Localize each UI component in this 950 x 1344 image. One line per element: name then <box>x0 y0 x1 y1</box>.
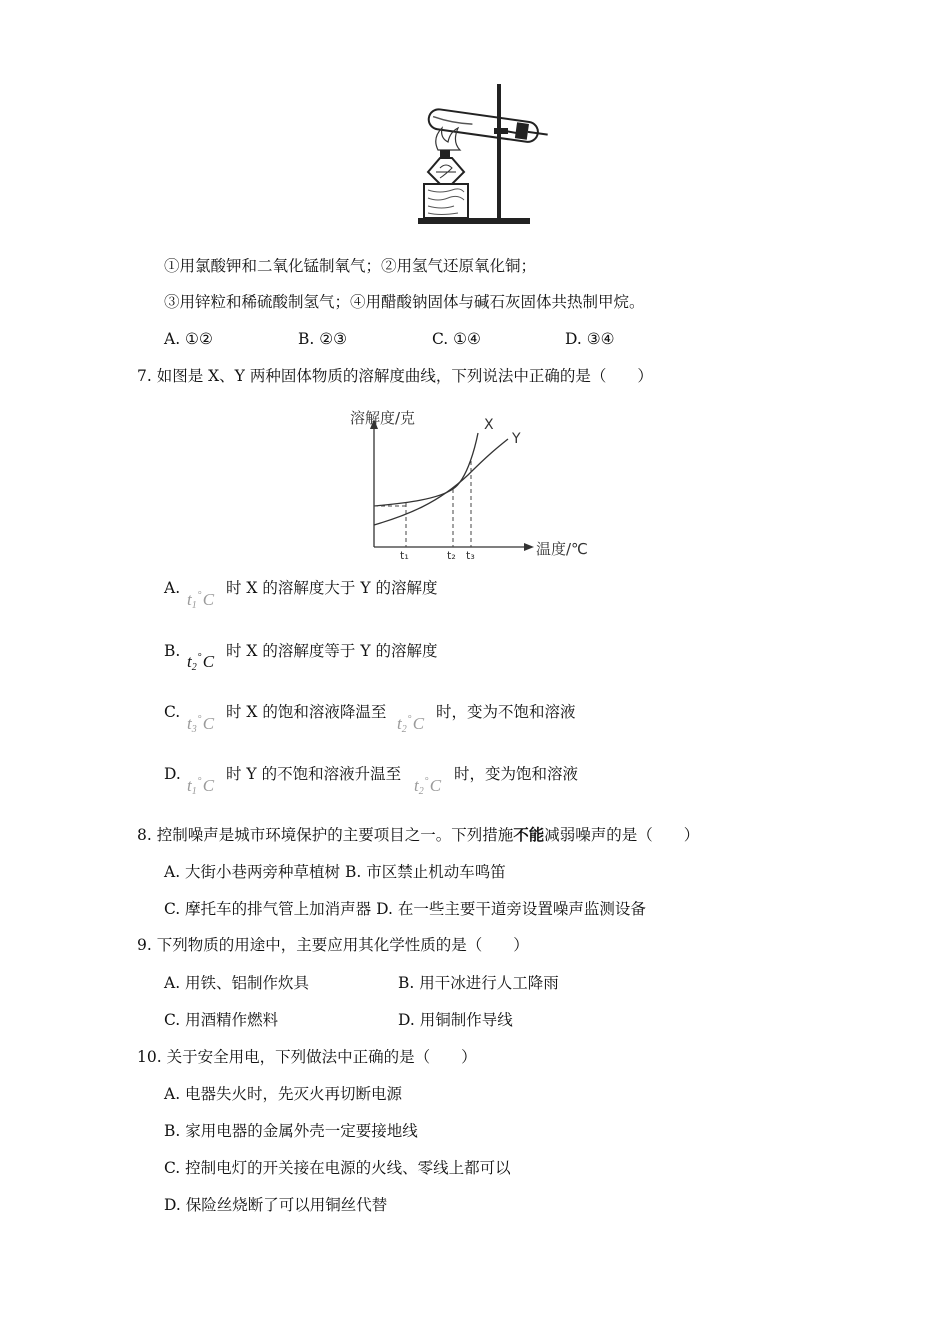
q7-option-c-text-2: 时，变为不饱和溶液 <box>436 703 576 721</box>
apparatus-figure <box>418 80 554 228</box>
q7-option-d-temp-2: $t_2^\circ C$ <box>414 776 442 797</box>
q7-stem: 7. 如图是 X、Y 两种固体物质的溶解度曲线，下列说法中正确的是（ ） <box>137 367 653 385</box>
q8-options-line-1: A. 大街小巷两旁种草植树 B. 市区禁止机动车鸣笛 <box>164 863 506 881</box>
q6-option-c: C. ①④ <box>432 330 481 348</box>
q7-option-c-temp-1: $t_3^\circ C$ <box>187 714 215 735</box>
q7-option-d-temp-1: $t_1^\circ C$ <box>187 776 215 797</box>
q7-option-a-label: A. <box>164 579 181 597</box>
q7-option-b-temp: $t_2^\circ C$ <box>187 652 215 673</box>
q7-option-c-temp-2: $t_2^\circ C$ <box>397 714 425 735</box>
q6-condition-line-1: ①用氯酸钾和二氧化锰制氧气；②用氢气还原氧化铜； <box>164 257 537 275</box>
q10-option-c: C. 控制电灯的开关接在电源的火线、零线上都可以 <box>164 1159 511 1177</box>
q7-option-d-text-1: 时 Y 的不饱和溶液升温至 <box>226 765 402 783</box>
tick-t2: t₂ <box>447 549 456 562</box>
q10-option-a: A. 电器失火时，先灭火再切断电源 <box>164 1085 403 1103</box>
graph-ylabel: 溶解度/克 <box>350 409 416 427</box>
q9-stem: 9. 下列物质的用途中，主要应用其化学性质的是（ ） <box>137 936 529 954</box>
q6-option-d: D. ③④ <box>565 330 615 348</box>
q7-option-b-label: B. <box>164 642 181 660</box>
q9-option-b: B. 用干冰进行人工降雨 <box>398 974 559 992</box>
tick-t1: t₁ <box>400 549 409 562</box>
tick-t3: t₃ <box>466 549 475 562</box>
q6-option-a: A. ①② <box>164 330 213 348</box>
q9-option-a: A. 用铁、铝制作炊具 <box>164 974 310 992</box>
q7-option-d-text-2: 时，变为饱和溶液 <box>454 765 579 783</box>
q7-option-a-temp: $t_1^\circ C$ <box>187 590 215 611</box>
q8-options-line-2: C. 摩托车的排气管上加消声器 D. 在一些主要干道旁设置噪声监测设备 <box>164 900 646 918</box>
q9-option-c: C. 用酒精作燃料 <box>164 1011 279 1029</box>
solubility-graph <box>348 403 610 563</box>
q7-option-b-text: 时 X 的溶解度等于 Y 的溶解度 <box>226 642 438 660</box>
curve-x-label: X <box>484 417 494 433</box>
q10-stem: 10. 关于安全用电，下列做法中正确的是（ ） <box>137 1048 477 1066</box>
q10-option-b: B. 家用电器的金属外壳一定要接地线 <box>164 1122 418 1140</box>
q8-stem-emphasis: 不能 <box>513 826 545 844</box>
curve-y-label: Y <box>512 431 521 447</box>
q7-option-a-text: 时 X 的溶解度大于 Y 的溶解度 <box>226 579 438 597</box>
q7-option-c-label: C. <box>164 703 181 721</box>
q8-stem: 8. 控制噪声是城市环境保护的主要项目之一。下列措施不能减弱噪声的是（ ） <box>137 826 700 844</box>
q7-option-c-text-1: 时 X 的饱和溶液降温至 <box>226 703 387 721</box>
q9-option-d: D. 用铜制作导线 <box>398 1011 513 1029</box>
q6-condition-line-2: ③用锌粒和稀硫酸制氢气；④用醋酸钠固体与碱石灰固体共热制甲烷。 <box>164 293 645 311</box>
graph-xlabel: 温度/℃ <box>536 540 588 558</box>
q7-option-d-label: D. <box>164 765 181 783</box>
q6-option-b: B. ②③ <box>298 330 348 348</box>
q10-option-d: D. 保险丝烧断了可以用铜丝代替 <box>164 1196 388 1214</box>
